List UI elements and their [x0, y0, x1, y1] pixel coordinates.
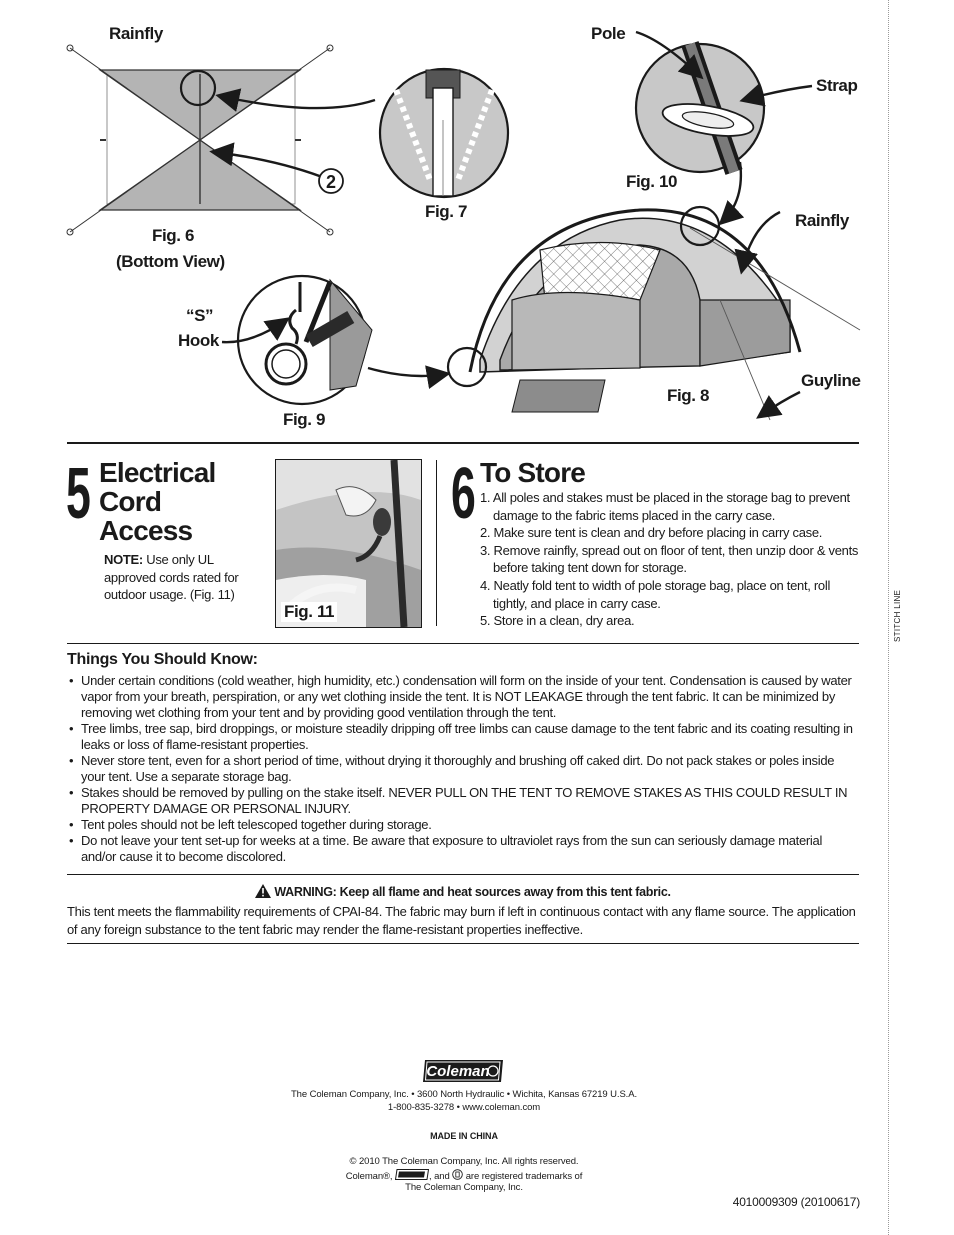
things-item: • Under certain conditions (cold weather, high humidity, etc.) condensation will form on the inside of your tent. Condensation is caused by water vapor from your breath, perspiration, or any wet clothing inside the tent. It is NOT LEAKAGE through the tent fabric. It can be minimized by removing wet clothing from your tent and by providing good ventilation through the tent. [67, 673, 859, 721]
step-6-title: To Store [480, 457, 586, 488]
store-step: 4. Neatly fold tent to width of pole storage bag, place on tent, roll tightly, and place in carry case. [480, 577, 831, 611]
step-5-title-line-2: Cord [99, 486, 162, 517]
section-divider-warning-bottom [67, 943, 859, 944]
fig7-pole-detail [380, 69, 508, 197]
things-item: • Do not leave your tent set-up for weeks at a time. Be aware that exposure to ultraviolet rays from the sun can seriously damage material and/or cause it to become discolored. [67, 833, 859, 865]
section-divider-top [67, 442, 859, 444]
store-steps-list [480, 489, 860, 630]
step-5-title-line-3: Access [99, 515, 193, 546]
footer-address: The Coleman Company, Inc. • 3600 North Hydraulic • Wichita, Kansas 67219 U.S.A. [290, 1089, 638, 1100]
label-rainfly-top: Rainfly [109, 24, 163, 43]
stitch-line [888, 0, 889, 1235]
svg-text:2: 2 [325, 172, 337, 192]
coleman-mini-logo-icon [395, 1169, 429, 1180]
coleman-logo [421, 1059, 505, 1083]
things-item: • Stakes should be removed by pulling on the stake itself. NEVER PULL ON THE TENT TO REMOVE STAKES AS THIS COULD RESULT IN PROPERTY DAMAGE OR PERSONAL INJURY. [67, 785, 859, 817]
label-strap: Strap [816, 76, 858, 95]
stitch-line-label: STITCH LINE [893, 589, 902, 642]
svg-text:Coleman: Coleman [426, 1063, 490, 1080]
label-rainfly-right: Rainfly [795, 211, 849, 230]
fig9-caption: Fig. 9 [283, 410, 325, 429]
step-5-title [99, 458, 216, 545]
footer-trademark-owner: The Coleman Company, Inc. [405, 1182, 523, 1193]
label-s-hook: Hook [178, 331, 219, 350]
things-item: • Tent poles should not be left telescoped together during storage. [67, 817, 859, 833]
step-5-note [104, 551, 254, 604]
step-6-number: 6 [451, 454, 475, 534]
warning-triangle-icon [255, 884, 271, 898]
fig8-tent [448, 162, 860, 420]
things-item: • Tree limbs, tree sap, bird droppings, or moisture steadily dripping off tree limbs can cause damage to the tent fabric and its coating resulting in leaks or loss of flame-resistant properties. [67, 721, 859, 753]
things-item: • Never store tent, even for a short period of time, without drying it thoroughly and brushing off caked dirt. Do not pack stakes or poles inside your tent. Use a separate storage bag. [67, 753, 859, 785]
label-guyline: Guyline [801, 371, 861, 390]
fig10-caption: Fig. 10 [626, 172, 678, 191]
fig8-caption: Fig. 8 [667, 386, 709, 405]
fig7-caption: Fig. 7 [425, 202, 467, 221]
store-step: 1. All poles and stakes must be placed in the storage bag to prevent damage to the fabric items placed in the carry case. [480, 490, 850, 523]
warning-title-text: WARNING: Keep all flame and heat sources away from this tent fabric. [274, 885, 671, 899]
trademark-text-b: , and [429, 1171, 450, 1182]
trademark-text-c: are registered trademarks of [465, 1171, 583, 1182]
fig6-subcaption: (Bottom View) [116, 252, 225, 271]
things-list [67, 673, 859, 865]
lantern-mark-icon [452, 1169, 463, 1180]
label-s-hook-quote: “S” [186, 306, 214, 325]
store-step: 3. Remove rainfly, spread out on floor of tent, then unzip door & vents before taking tent down for storage. [480, 542, 859, 576]
trademark-text-a: Coleman®, [345, 1171, 393, 1182]
callout-number-2 [319, 169, 343, 193]
warning-title [67, 884, 859, 899]
warning-body: This tent meets the flammability requirements of CPAI-84. The fabric may burn if left in continuous contact with any flame source. The application of any foreign substance to the tent fabric may render the flame-resistant properties ineffective. [67, 904, 856, 937]
note-text: Use only UL approved cords rated for outdoor usage. (Fig. 11) [104, 552, 239, 602]
label-pole: Pole [591, 24, 626, 43]
footer-copyright: © 2010 The Coleman Company, Inc. All rights reserved. [349, 1156, 579, 1167]
step-5-number: 5 [66, 454, 90, 534]
part-number: 4010009309 (20100617) [732, 1195, 860, 1209]
footer-made-in: MADE IN CHINA [430, 1131, 498, 1141]
fig9-s-hook [222, 276, 446, 404]
store-step: 5. Store in a clean, dry area. [480, 613, 635, 629]
section-divider-middle [67, 643, 859, 644]
section-divider-vertical [436, 460, 437, 626]
note-label: NOTE: [104, 552, 143, 567]
section-divider-warning-top [67, 874, 859, 875]
step-5-title-line-1: Electrical [99, 457, 216, 488]
fig10-pole-strap [636, 32, 812, 172]
fig6-rainfly-bottom-view [67, 45, 375, 235]
fig6-caption: Fig. 6 [152, 226, 194, 245]
footer-contact: 1-800-835-3278 • www.coleman.com [387, 1102, 541, 1113]
things-heading: Things You Should Know: [67, 651, 258, 668]
fig11-caption: Fig. 11 [281, 602, 337, 622]
coleman-logo-graphic [421, 1059, 505, 1083]
fig11-photo [275, 459, 422, 628]
store-step: 2. Make sure tent is clean and dry before placing in carry case. [480, 525, 823, 541]
